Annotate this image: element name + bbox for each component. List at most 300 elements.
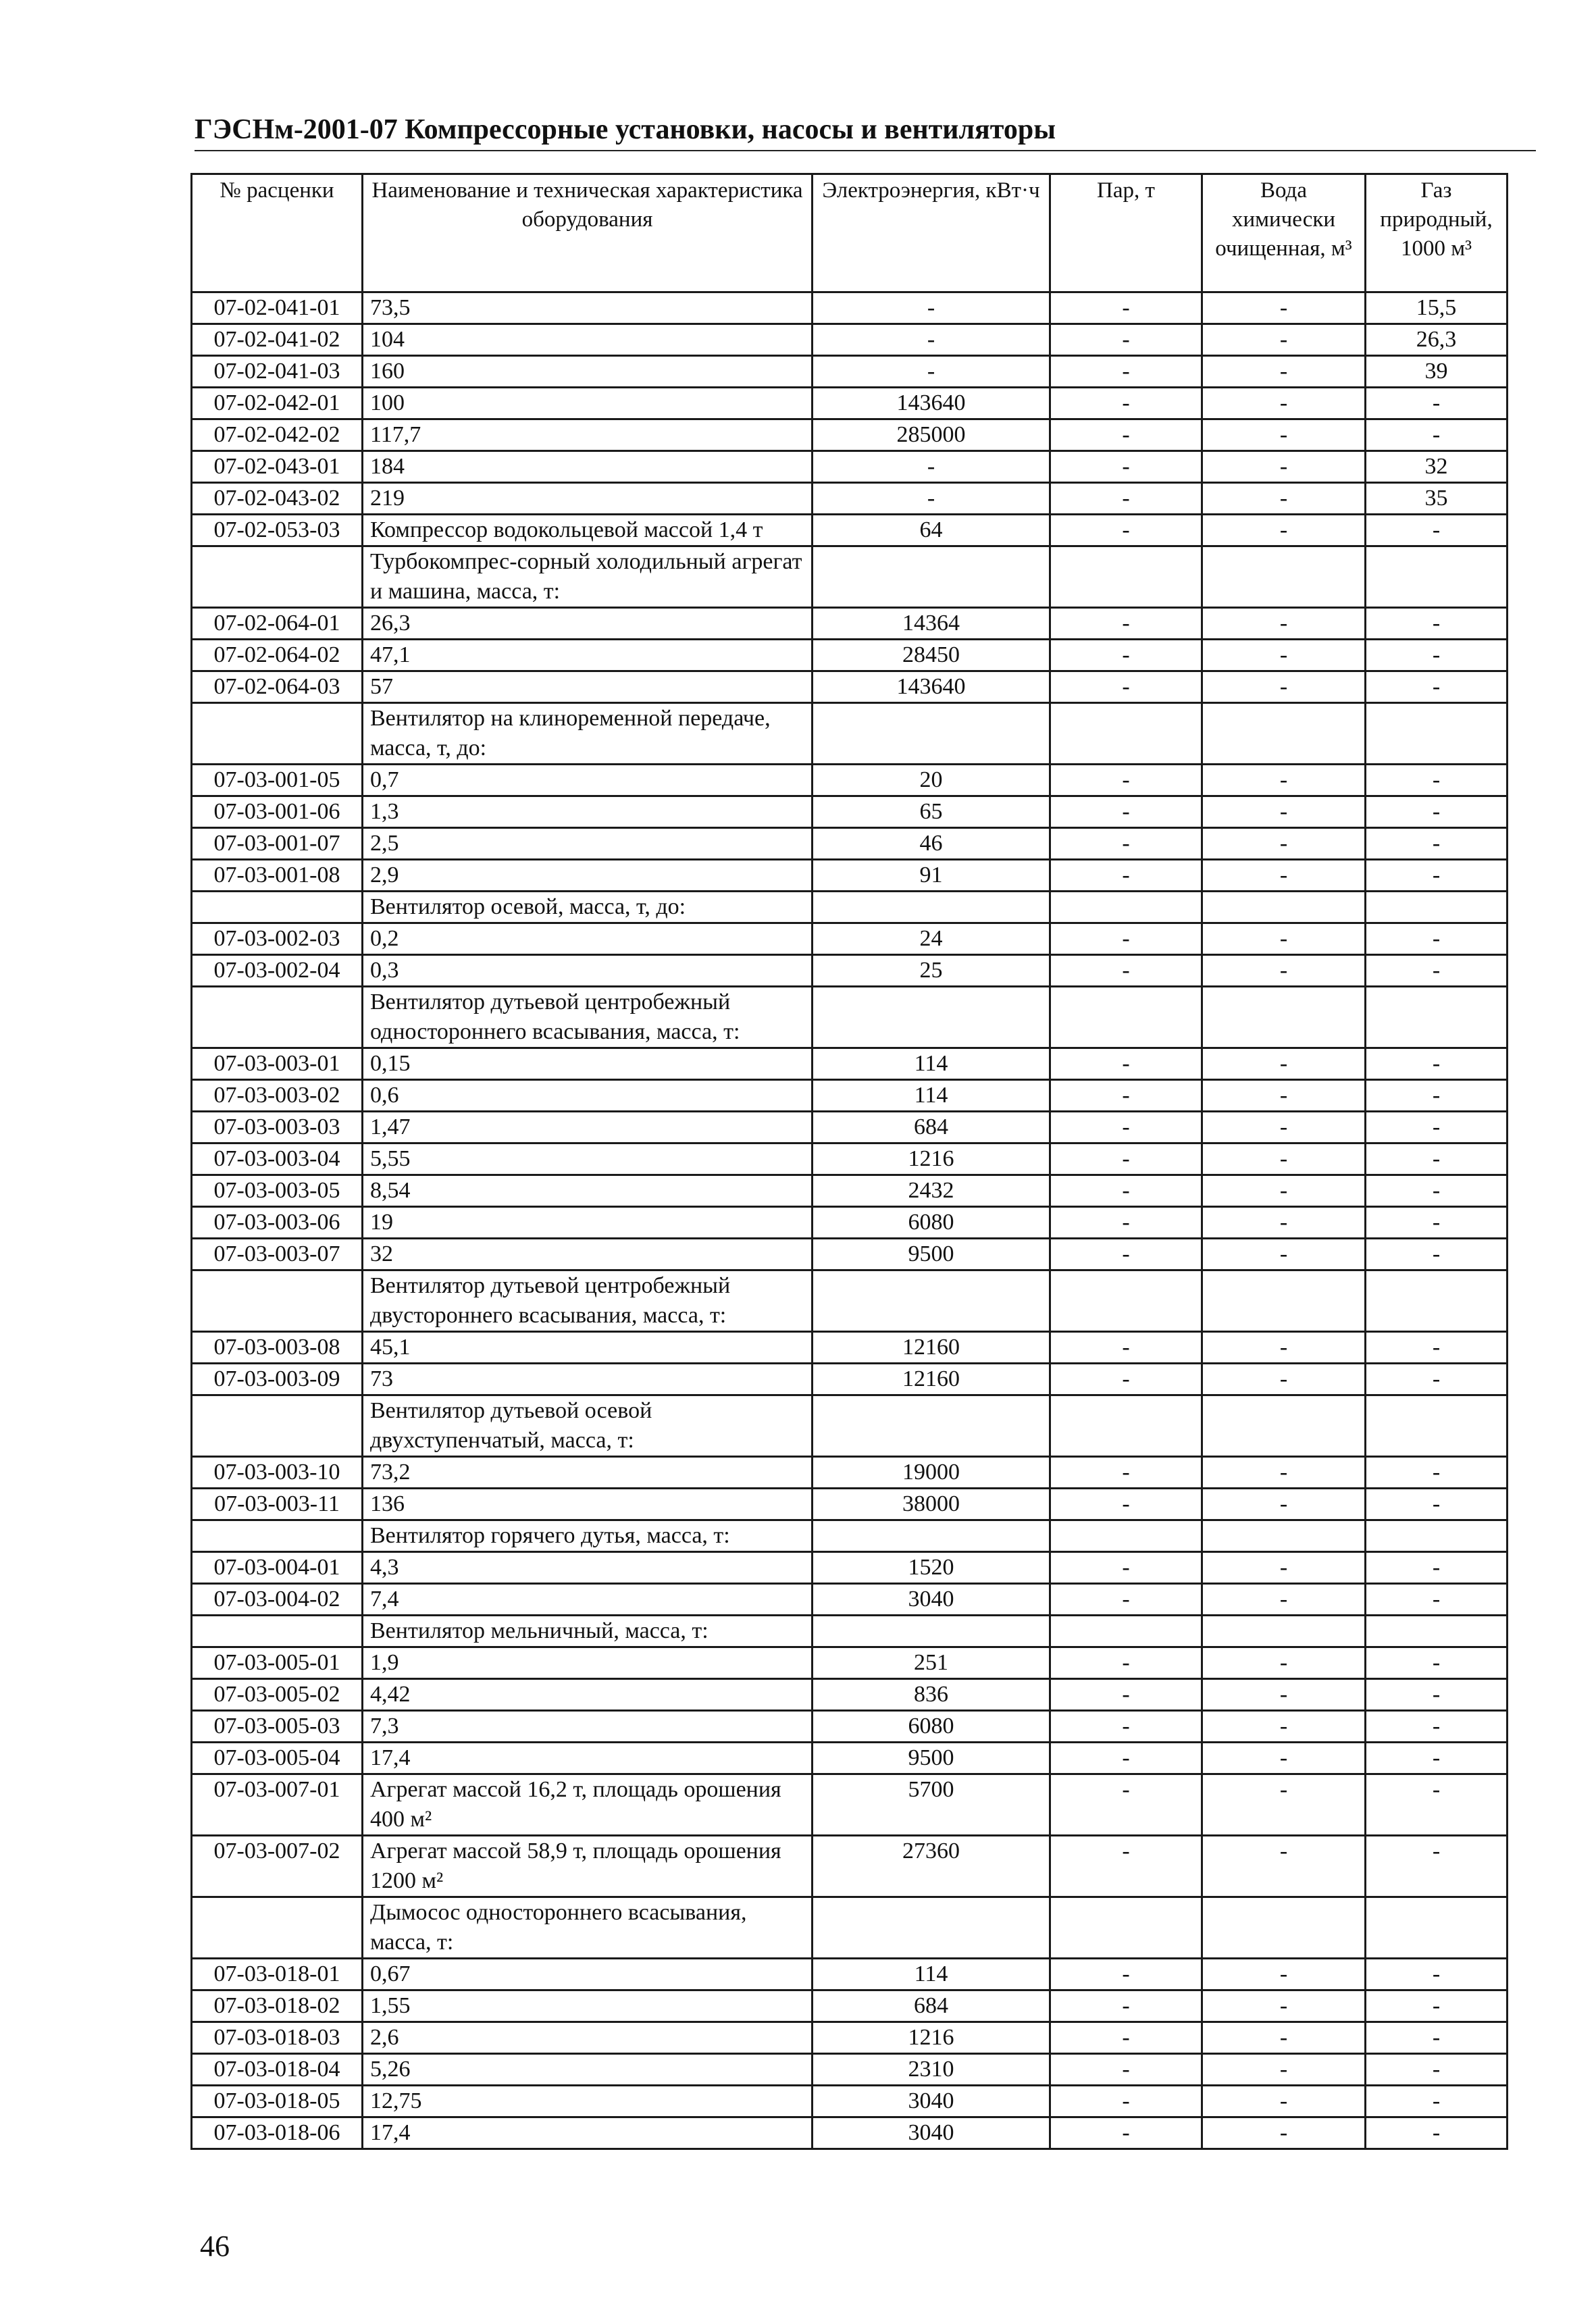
cell-gas <box>1366 892 1508 923</box>
cell-electricity: 20 <box>813 765 1050 796</box>
table-row <box>192 1395 1508 1457</box>
cell-steam: - <box>1050 1332 1202 1364</box>
cell-code: 07-02-043-02 <box>192 483 363 515</box>
cell-steam: - <box>1050 1112 1202 1143</box>
cell-water: - <box>1202 1112 1366 1143</box>
cell-name: 2,9 <box>363 860 813 892</box>
cell-steam: - <box>1050 1584 1202 1616</box>
cell-water: - <box>1202 640 1366 671</box>
cell-water: - <box>1202 828 1366 860</box>
cell-steam: - <box>1050 1080 1202 1112</box>
table-row <box>192 1270 1508 1332</box>
cell-code: 07-02-041-02 <box>192 324 363 356</box>
cell-name: 219 <box>363 483 813 515</box>
cell-gas: - <box>1366 1743 1508 1774</box>
cell-water: - <box>1202 671 1366 703</box>
cell-gas: - <box>1366 955 1508 987</box>
cell-code: 07-02-041-03 <box>192 356 363 388</box>
cell-code: 07-02-042-01 <box>192 388 363 419</box>
cell-code: 07-03-018-01 <box>192 1959 363 1990</box>
table-row <box>192 1679 1508 1711</box>
cell-gas: - <box>1366 1552 1508 1584</box>
cell-name: 73,2 <box>363 1457 813 1489</box>
cell-water: - <box>1202 1175 1366 1207</box>
cell-steam: - <box>1050 1143 1202 1175</box>
cell-gas: - <box>1366 2054 1508 2086</box>
cell-electricity <box>813 1897 1050 1959</box>
cell-electricity: 27360 <box>813 1836 1050 1897</box>
cell-name: 1,9 <box>363 1647 813 1679</box>
cell-gas: - <box>1366 1959 1508 1990</box>
table-header-row <box>192 174 1508 292</box>
cell-code <box>192 1616 363 1647</box>
cell-electricity: 64 <box>813 515 1050 546</box>
cell-name: 7,3 <box>363 1711 813 1743</box>
cell-gas: - <box>1366 796 1508 828</box>
cell-name: 100 <box>363 388 813 419</box>
table-row <box>192 703 1508 765</box>
cell-water: - <box>1202 1364 1366 1395</box>
cell-water: - <box>1202 1679 1366 1711</box>
header-rule <box>195 150 1536 151</box>
cell-gas: 32 <box>1366 451 1508 483</box>
cell-name: 136 <box>363 1489 813 1520</box>
cell-name: Турбокомпрес-сорный холодильный агрегат и машина, масса, т: <box>363 546 813 608</box>
cell-gas: 26,3 <box>1366 324 1508 356</box>
cell-electricity: 251 <box>813 1647 1050 1679</box>
cell-water: - <box>1202 1143 1366 1175</box>
cell-gas: - <box>1366 1048 1508 1080</box>
cell-name: Вентилятор горячего дутья, масса, т: <box>363 1520 813 1552</box>
cell-gas: - <box>1366 2022 1508 2054</box>
table-row <box>192 1836 1508 1897</box>
norms-table <box>190 173 1508 2150</box>
cell-steam: - <box>1050 671 1202 703</box>
table-row <box>192 765 1508 796</box>
cell-name: 104 <box>363 324 813 356</box>
cell-electricity: 836 <box>813 1679 1050 1711</box>
cell-steam: - <box>1050 2117 1202 2149</box>
cell-water <box>1202 987 1366 1048</box>
cell-code <box>192 1270 363 1332</box>
cell-electricity: 114 <box>813 1959 1050 1990</box>
cell-name: Вентилятор дутьевой осевой двухступенчатый, масса, т: <box>363 1395 813 1457</box>
cell-code <box>192 1897 363 1959</box>
cell-code <box>192 987 363 1048</box>
cell-gas <box>1366 1616 1508 1647</box>
cell-electricity: 684 <box>813 1112 1050 1143</box>
cell-electricity: - <box>813 483 1050 515</box>
cell-gas: - <box>1366 1647 1508 1679</box>
cell-code <box>192 892 363 923</box>
cell-name: 57 <box>363 671 813 703</box>
table-row <box>192 292 1508 324</box>
table-row <box>192 987 1508 1048</box>
table-row <box>192 1364 1508 1395</box>
cell-electricity: - <box>813 324 1050 356</box>
table-row <box>192 1647 1508 1679</box>
cell-name: 2,6 <box>363 2022 813 2054</box>
cell-gas: - <box>1366 388 1508 419</box>
cell-steam: - <box>1050 828 1202 860</box>
cell-name: 0,67 <box>363 1959 813 1990</box>
cell-electricity: 46 <box>813 828 1050 860</box>
cell-electricity: 9500 <box>813 1743 1050 1774</box>
cell-electricity: 6080 <box>813 1207 1050 1239</box>
col-header-electricity: Электроэнергия, кВт·ч <box>813 174 1050 292</box>
cell-code: 07-03-005-03 <box>192 1711 363 1743</box>
cell-electricity: 3040 <box>813 2086 1050 2117</box>
cell-steam: - <box>1050 324 1202 356</box>
cell-code: 07-03-005-02 <box>192 1679 363 1711</box>
cell-name: 45,1 <box>363 1332 813 1364</box>
cell-electricity <box>813 1395 1050 1457</box>
cell-steam: - <box>1050 2054 1202 2086</box>
cell-gas: - <box>1366 1207 1508 1239</box>
cell-code: 07-03-018-05 <box>192 2086 363 2117</box>
cell-name: 117,7 <box>363 419 813 451</box>
cell-water: - <box>1202 483 1366 515</box>
cell-electricity: 3040 <box>813 2117 1050 2149</box>
cell-electricity <box>813 1520 1050 1552</box>
cell-water: - <box>1202 356 1366 388</box>
cell-name: 73,5 <box>363 292 813 324</box>
cell-name: 1,47 <box>363 1112 813 1143</box>
cell-steam <box>1050 546 1202 608</box>
cell-steam: - <box>1050 1048 1202 1080</box>
cell-name: 2,5 <box>363 828 813 860</box>
cell-water: - <box>1202 1647 1366 1679</box>
cell-electricity: 14364 <box>813 608 1050 640</box>
cell-name: 4,42 <box>363 1679 813 1711</box>
cell-code <box>192 703 363 765</box>
cell-code: 07-02-043-01 <box>192 451 363 483</box>
cell-name: 17,4 <box>363 2117 813 2149</box>
cell-name: 26,3 <box>363 608 813 640</box>
cell-gas: 35 <box>1366 483 1508 515</box>
cell-gas: 39 <box>1366 356 1508 388</box>
cell-code: 07-03-001-05 <box>192 765 363 796</box>
cell-water: - <box>1202 955 1366 987</box>
cell-steam: - <box>1050 388 1202 419</box>
table-row <box>192 1080 1508 1112</box>
cell-name: 17,4 <box>363 1743 813 1774</box>
cell-water: - <box>1202 1743 1366 1774</box>
cell-gas: - <box>1366 1112 1508 1143</box>
cell-code: 07-03-002-04 <box>192 955 363 987</box>
cell-code: 07-03-018-04 <box>192 2054 363 2086</box>
table-row <box>192 1774 1508 1836</box>
cell-steam: - <box>1050 2086 1202 2117</box>
cell-gas: - <box>1366 1711 1508 1743</box>
cell-electricity: 143640 <box>813 671 1050 703</box>
table-row <box>192 515 1508 546</box>
cell-steam: - <box>1050 1457 1202 1489</box>
cell-steam <box>1050 1270 1202 1332</box>
cell-electricity: - <box>813 292 1050 324</box>
table-row <box>192 1584 1508 1616</box>
cell-code: 07-02-064-02 <box>192 640 363 671</box>
cell-electricity: 1216 <box>813 1143 1050 1175</box>
cell-gas: - <box>1366 640 1508 671</box>
cell-water: - <box>1202 388 1366 419</box>
cell-code: 07-03-003-03 <box>192 1112 363 1143</box>
table-row <box>192 1207 1508 1239</box>
cell-electricity: 38000 <box>813 1489 1050 1520</box>
table-row <box>192 955 1508 987</box>
table-row <box>192 356 1508 388</box>
cell-water: - <box>1202 1552 1366 1584</box>
cell-code: 07-03-007-01 <box>192 1774 363 1836</box>
table-row <box>192 608 1508 640</box>
cell-steam: - <box>1050 483 1202 515</box>
cell-gas <box>1366 703 1508 765</box>
cell-name: Вентилятор дутьевой центробежный двустороннего всасывания, масса, т: <box>363 1270 813 1332</box>
cell-code: 07-02-042-02 <box>192 419 363 451</box>
cell-gas: - <box>1366 608 1508 640</box>
cell-water: - <box>1202 2054 1366 2086</box>
table-row <box>192 796 1508 828</box>
cell-steam <box>1050 1395 1202 1457</box>
cell-name: Компрессор водокольцевой массой 1,4 т <box>363 515 813 546</box>
cell-gas: - <box>1366 828 1508 860</box>
cell-water: - <box>1202 608 1366 640</box>
table-row <box>192 640 1508 671</box>
cell-steam: - <box>1050 451 1202 483</box>
cell-water: - <box>1202 292 1366 324</box>
cell-steam: - <box>1050 955 1202 987</box>
cell-gas: - <box>1366 1990 1508 2022</box>
cell-water: - <box>1202 2022 1366 2054</box>
cell-water: - <box>1202 1990 1366 2022</box>
cell-water: - <box>1202 1711 1366 1743</box>
cell-steam: - <box>1050 1207 1202 1239</box>
cell-water: - <box>1202 1048 1366 1080</box>
cell-steam: - <box>1050 765 1202 796</box>
cell-name: 5,55 <box>363 1143 813 1175</box>
cell-steam <box>1050 703 1202 765</box>
cell-water: - <box>1202 1489 1366 1520</box>
cell-steam: - <box>1050 1239 1202 1270</box>
table-row <box>192 1239 1508 1270</box>
table-row <box>192 483 1508 515</box>
cell-water: - <box>1202 515 1366 546</box>
cell-electricity: 1520 <box>813 1552 1050 1584</box>
table-row <box>192 860 1508 892</box>
cell-water: - <box>1202 1080 1366 1112</box>
cell-water: - <box>1202 1207 1366 1239</box>
cell-electricity <box>813 892 1050 923</box>
cell-code: 07-03-018-03 <box>192 2022 363 2054</box>
cell-water: - <box>1202 419 1366 451</box>
cell-name: Вентилятор мельничный, масса, т: <box>363 1616 813 1647</box>
cell-steam: - <box>1050 796 1202 828</box>
cell-code <box>192 546 363 608</box>
cell-steam: - <box>1050 608 1202 640</box>
cell-water: - <box>1202 796 1366 828</box>
cell-gas: - <box>1366 419 1508 451</box>
cell-gas: - <box>1366 1175 1508 1207</box>
cell-water: - <box>1202 1836 1366 1897</box>
cell-water <box>1202 703 1366 765</box>
cell-electricity: 1216 <box>813 2022 1050 2054</box>
cell-code: 07-03-003-07 <box>192 1239 363 1270</box>
cell-steam: - <box>1050 419 1202 451</box>
cell-code: 07-03-004-01 <box>192 1552 363 1584</box>
cell-steam: - <box>1050 1679 1202 1711</box>
cell-name: 73 <box>363 1364 813 1395</box>
cell-name: 1,3 <box>363 796 813 828</box>
cell-electricity: 684 <box>813 1990 1050 2022</box>
cell-steam: - <box>1050 1711 1202 1743</box>
cell-gas <box>1366 1395 1508 1457</box>
table-row <box>192 1175 1508 1207</box>
cell-name: 0,6 <box>363 1080 813 1112</box>
cell-name: 8,54 <box>363 1175 813 1207</box>
cell-electricity <box>813 1270 1050 1332</box>
cell-electricity: 143640 <box>813 388 1050 419</box>
cell-gas: - <box>1366 2117 1508 2149</box>
cell-gas: - <box>1366 515 1508 546</box>
cell-electricity: 19000 <box>813 1457 1050 1489</box>
table-row <box>192 2022 1508 2054</box>
cell-code: 07-03-001-07 <box>192 828 363 860</box>
table-row <box>192 828 1508 860</box>
cell-name: 0,2 <box>363 923 813 955</box>
cell-steam: - <box>1050 640 1202 671</box>
cell-gas: - <box>1366 1364 1508 1395</box>
cell-electricity: 3040 <box>813 1584 1050 1616</box>
cell-code: 07-03-005-04 <box>192 1743 363 1774</box>
table-row <box>192 1959 1508 1990</box>
cell-steam: - <box>1050 2022 1202 2054</box>
cell-gas: - <box>1366 1679 1508 1711</box>
cell-electricity: 6080 <box>813 1711 1050 1743</box>
cell-steam: - <box>1050 1990 1202 2022</box>
cell-code: 07-03-001-08 <box>192 860 363 892</box>
cell-water: - <box>1202 1239 1366 1270</box>
table-row <box>192 1112 1508 1143</box>
cell-gas: - <box>1366 860 1508 892</box>
cell-water: - <box>1202 2117 1366 2149</box>
cell-electricity: 25 <box>813 955 1050 987</box>
cell-electricity: 285000 <box>813 419 1050 451</box>
cell-code: 07-02-064-03 <box>192 671 363 703</box>
cell-water <box>1202 546 1366 608</box>
cell-code: 07-02-053-03 <box>192 515 363 546</box>
cell-steam: - <box>1050 1743 1202 1774</box>
cell-electricity: 2310 <box>813 2054 1050 2086</box>
cell-electricity: - <box>813 356 1050 388</box>
table-row <box>192 1711 1508 1743</box>
cell-code: 07-03-003-06 <box>192 1207 363 1239</box>
cell-code: 07-03-004-02 <box>192 1584 363 1616</box>
table-row <box>192 546 1508 608</box>
cell-water: - <box>1202 324 1366 356</box>
cell-code: 07-03-003-09 <box>192 1364 363 1395</box>
cell-name: 184 <box>363 451 813 483</box>
table-row <box>192 1332 1508 1364</box>
cell-water: - <box>1202 1457 1366 1489</box>
page-header-title: ГЭСНм-2001-07 Компрессорные установки, насосы и вентиляторы <box>195 114 1056 145</box>
col-header-steam: Пар, т <box>1050 174 1202 292</box>
cell-water: - <box>1202 451 1366 483</box>
cell-gas: - <box>1366 1584 1508 1616</box>
cell-electricity: 12160 <box>813 1364 1050 1395</box>
cell-steam: - <box>1050 1774 1202 1836</box>
cell-name: 32 <box>363 1239 813 1270</box>
cell-steam: - <box>1050 515 1202 546</box>
cell-water <box>1202 1520 1366 1552</box>
cell-electricity: 2432 <box>813 1175 1050 1207</box>
cell-gas: - <box>1366 923 1508 955</box>
cell-electricity: 12160 <box>813 1332 1050 1364</box>
cell-gas: - <box>1366 1080 1508 1112</box>
cell-water <box>1202 1897 1366 1959</box>
cell-gas: - <box>1366 1457 1508 1489</box>
cell-steam: - <box>1050 1959 1202 1990</box>
cell-steam: - <box>1050 1364 1202 1395</box>
cell-name: 19 <box>363 1207 813 1239</box>
cell-steam <box>1050 1520 1202 1552</box>
table-row <box>192 892 1508 923</box>
cell-name: Дымосос одностороннего всасывания, масса, т: <box>363 1897 813 1959</box>
table-row <box>192 1897 1508 1959</box>
cell-code: 07-02-064-01 <box>192 608 363 640</box>
cell-name: 0,7 <box>363 765 813 796</box>
cell-electricity <box>813 1616 1050 1647</box>
cell-code: 07-03-003-05 <box>192 1175 363 1207</box>
cell-water: - <box>1202 923 1366 955</box>
table-row <box>192 1552 1508 1584</box>
cell-gas: - <box>1366 1489 1508 1520</box>
table-row <box>192 419 1508 451</box>
cell-gas <box>1366 987 1508 1048</box>
cell-name: 4,3 <box>363 1552 813 1584</box>
cell-steam: - <box>1050 1647 1202 1679</box>
cell-gas <box>1366 1270 1508 1332</box>
cell-name: Вентилятор дутьевой центробежный одностороннего всасывания, масса, т: <box>363 987 813 1048</box>
table-row <box>192 1616 1508 1647</box>
cell-steam: - <box>1050 356 1202 388</box>
col-header-name: Наименование и техническая характеристика оборудования <box>363 174 813 292</box>
col-header-gas: Газ природный, 1000 м³ <box>1366 174 1508 292</box>
col-header-code: № расценки <box>192 174 363 292</box>
cell-electricity: 91 <box>813 860 1050 892</box>
table-row <box>192 1143 1508 1175</box>
cell-steam <box>1050 892 1202 923</box>
cell-gas <box>1366 1520 1508 1552</box>
cell-name: 0,3 <box>363 955 813 987</box>
table-row <box>192 1489 1508 1520</box>
cell-code: 07-03-002-03 <box>192 923 363 955</box>
cell-gas: - <box>1366 1332 1508 1364</box>
cell-water: - <box>1202 765 1366 796</box>
cell-name: 12,75 <box>363 2086 813 2117</box>
cell-name: 160 <box>363 356 813 388</box>
cell-name: 1,55 <box>363 1990 813 2022</box>
table-row <box>192 1048 1508 1080</box>
cell-water <box>1202 892 1366 923</box>
cell-steam: - <box>1050 1836 1202 1897</box>
cell-name: 47,1 <box>363 640 813 671</box>
cell-steam: - <box>1050 292 1202 324</box>
cell-gas <box>1366 1897 1508 1959</box>
cell-electricity: 65 <box>813 796 1050 828</box>
cell-gas: - <box>1366 1239 1508 1270</box>
cell-steam: - <box>1050 1552 1202 1584</box>
cell-gas: - <box>1366 1143 1508 1175</box>
